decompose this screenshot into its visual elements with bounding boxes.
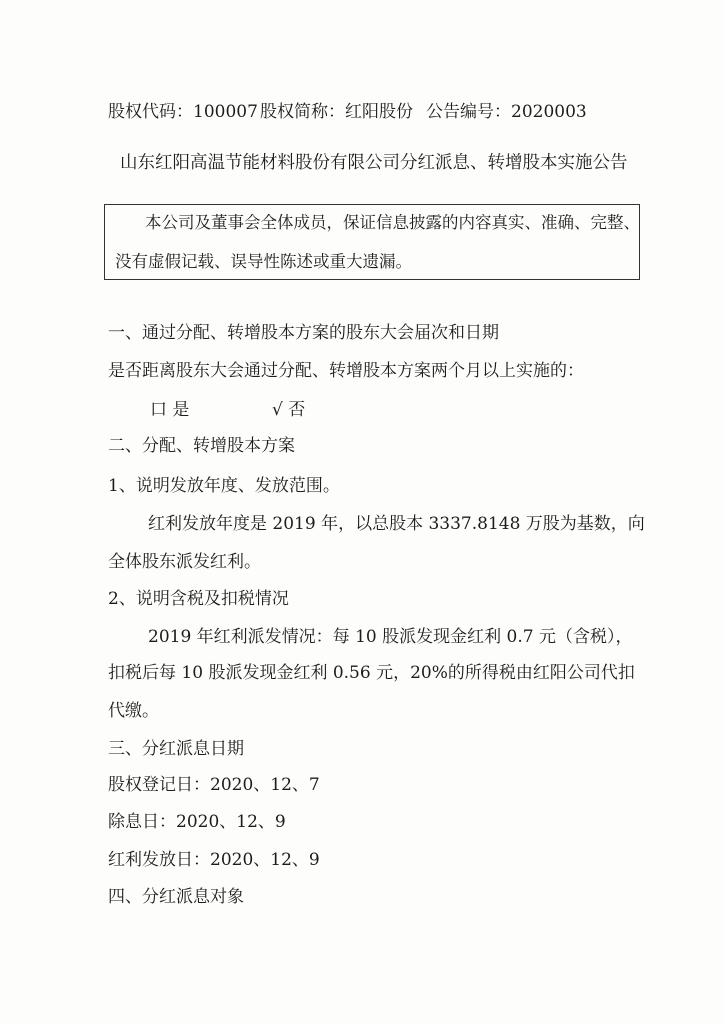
option-yes-checkbox: 口 是 bbox=[150, 400, 190, 420]
option-no-checkbox: √ 否 bbox=[272, 400, 306, 420]
section-2-item-1-line-1: 红利发放年度是 2019 年，以总股本 3337.8148 万股为基数，向 bbox=[148, 514, 645, 534]
section-3-heading: 三、分红派息日期 bbox=[108, 739, 244, 759]
header-row bbox=[108, 97, 628, 122]
section-2-item-2-line-1: 2019 年红利派发情况：每 10 股派发现金红利 0.7 元（含税）， bbox=[148, 627, 633, 647]
record-date: 股权登记日：2020、12、7 bbox=[108, 775, 320, 795]
section-4-heading: 四、分红派息对象 bbox=[108, 887, 244, 907]
stock-code: 股权代码：100007 bbox=[108, 102, 258, 122]
section-1-heading: 一、通过分配、转增股本方案的股东大会届次和日期 bbox=[108, 323, 499, 343]
notice-line-1: 本公司及董事会全体成员，保证信息披露的内容真实、准确、完整、 bbox=[145, 213, 640, 232]
section-2-item-1-line-2: 全体股东派发红利。 bbox=[108, 552, 261, 572]
section-2-item-1-heading: 1、说明发放年度、发放范围。 bbox=[108, 476, 340, 496]
stock-short-name: 股权简称：红阳股份 bbox=[260, 102, 413, 122]
announcement-number: 公告编号：2020003 bbox=[426, 102, 587, 122]
section-2-item-2-line-3: 代缴。 bbox=[108, 701, 159, 721]
section-1-question: 是否距离股东大会通过分配、转增股本方案两个月以上实施的： bbox=[108, 361, 584, 381]
section-2-item-2-line-2: 扣税后每 10 股派发现金红利 0.56 元，20%的所得税由红阳公司代扣 bbox=[108, 663, 635, 683]
ex-dividend-date: 除息日：2020、12、9 bbox=[108, 812, 286, 832]
document-title: 山东红阳高温节能材料股份有限公司分红派息、转增股本实施公告 bbox=[120, 153, 628, 173]
notice-box bbox=[104, 204, 640, 280]
notice-line-2: 没有虚假记载、误导性陈述或重大遗漏。 bbox=[115, 252, 412, 271]
payment-date: 红利发放日：2020、12、9 bbox=[108, 850, 320, 870]
section-2-item-2-heading: 2、说明含税及扣税情况 bbox=[108, 589, 289, 609]
section-2-heading: 二、分配、转增股本方案 bbox=[108, 436, 295, 456]
